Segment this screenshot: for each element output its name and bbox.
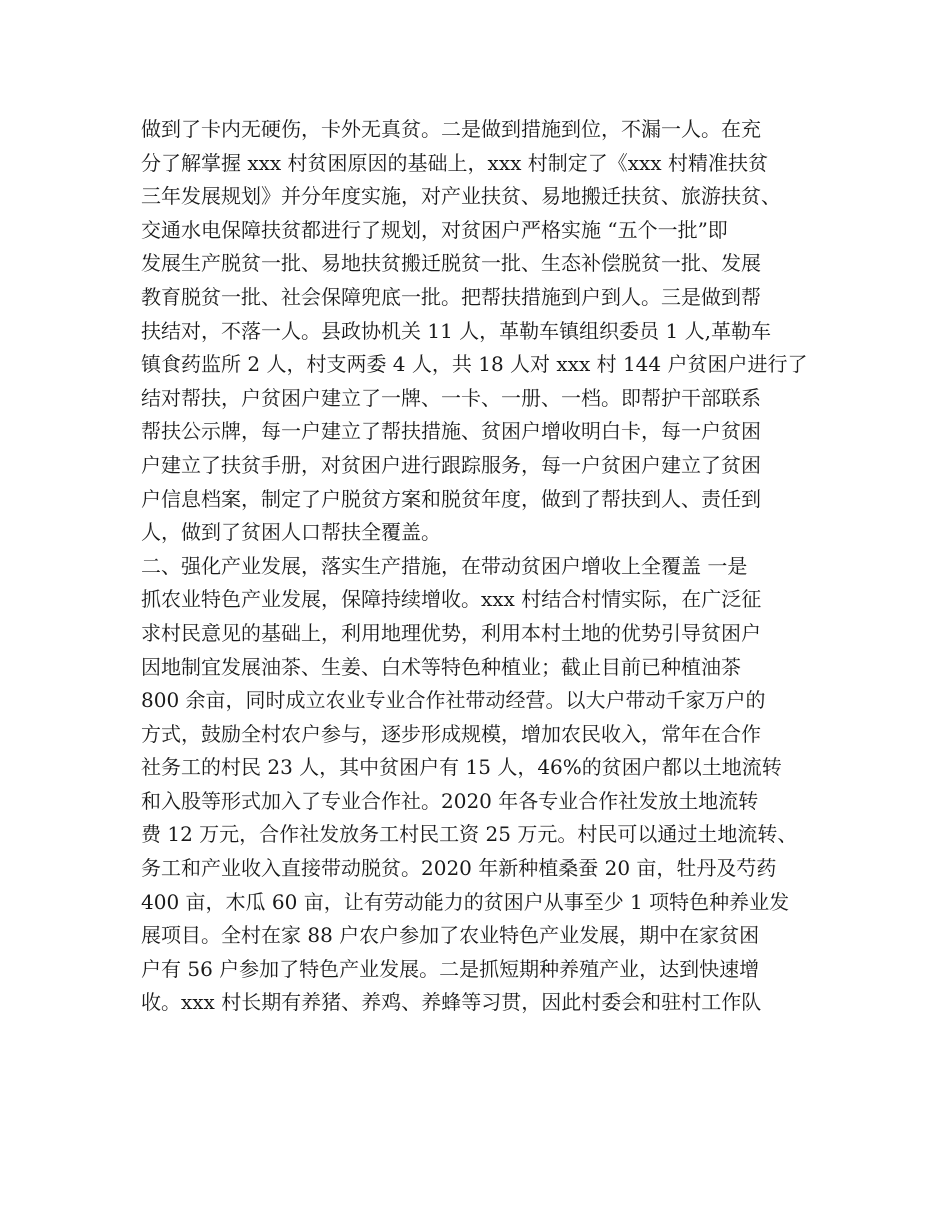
- text-line: 分了解掌握 xxx 村贫困原因的基础上，xxx 村制定了《xxx 村精准扶贫: [141, 150, 768, 175]
- section-heading-line: 二、强化产业发展，落实生产措施，在带动贫困户增收上全覆盖 一是: [141, 553, 748, 578]
- text-line: 方式，鼓励全村农户参与，逐步形成规模，增加农民收入，常年在合作: [141, 721, 761, 746]
- text-line: 户建立了扶贫手册，对贫困户进行跟踪服务，每一户贫困户建立了贫困: [141, 452, 761, 477]
- text-line: 400 亩，木瓜 60 亩，让有劳动能力的贫困户从事至少 1 项特色种养业发: [141, 889, 790, 914]
- text-line: 镇食药监所 2 人，村支两委 4 人，共 18 人对 xxx 村 144 户贫困户进行了: [141, 352, 808, 377]
- text-line: 发展生产脱贫一批、易地扶贫搬迁脱贫一批、生态补偿脱贫一批、发展: [141, 251, 761, 276]
- text-line: 结对帮扶，户贫困户建立了一牌、一卡、一册、一档。即帮护干部联系: [141, 385, 761, 410]
- text-line: 帮扶公示牌，每一户建立了帮扶措施、贫困户增收明白卡，每一户贫困: [141, 419, 761, 444]
- text-line: 求村民意见的基础上，利用地理优势，利用本村土地的优势引导贫困户: [141, 620, 761, 645]
- text-line: 扶结对，不落一人。县政协机关 11 人，革勒车镇组织委员 1 人,革勒车: [141, 318, 771, 343]
- text-line: 和入股等形式加入了专业合作社。2020 年各专业合作社发放土地流转: [141, 788, 759, 813]
- text-line: 800 余亩，同时成立农业专业合作社带动经营。以大户带动千家万户的: [141, 688, 766, 713]
- text-line: 费 12 万元，合作社发放务工村民工资 25 万元。村民可以通过土地流转、: [141, 822, 798, 847]
- text-line: 户有 56 户参加了特色产业发展。二是抓短期种养殖产业，达到快速增: [141, 956, 760, 981]
- text-line: 交通水电保障扶贫都进行了规划，对贫困户严格实施 “五个一批”即: [141, 217, 728, 242]
- text-line: 三年发展规划》并分年度实施，对产业扶贫、易地搬迁扶贫、旅游扶贫、: [141, 184, 781, 209]
- text-line: 抓农业特色产业发展，保障持续增收。xxx 村结合村情实际，在广泛征: [141, 587, 762, 612]
- text-line: 务工和产业收入直接带动脱贫。2020 年新种植桑蚕 20 亩，牡丹及芍药: [141, 856, 777, 881]
- text-line: 教育脱贫一批、社会保障兜底一批。把帮扶措施到户到人。三是做到帮: [141, 284, 761, 309]
- text-line: 社务工的村民 23 人，其中贫困户有 15 人，46%的贫困户都以土地流转: [141, 755, 782, 780]
- text-line: 收。xxx 村长期有养猪、养鸡、养蜂等习贯，因此村委会和驻村工作队: [141, 990, 762, 1015]
- body-text: [141, 113, 841, 1020]
- text-line: 展项目。全村在家 88 户农户参加了农业特色产业发展，期中在家贫困: [141, 923, 760, 948]
- text-line: 人，做到了贫困人口帮扶全覆盖。: [141, 520, 441, 545]
- text-line: 户信息档案，制定了户脱贫方案和脱贫年度，做到了帮扶到人、责任到: [141, 486, 761, 511]
- text-line: 做到了卡内无硬伤，卡外无真贫。二是做到措施到位，不漏一人。在充: [141, 117, 761, 141]
- text-line: 因地制宜发展油茶、生姜、白术等特色种植业；截止目前已种植油茶: [141, 654, 741, 679]
